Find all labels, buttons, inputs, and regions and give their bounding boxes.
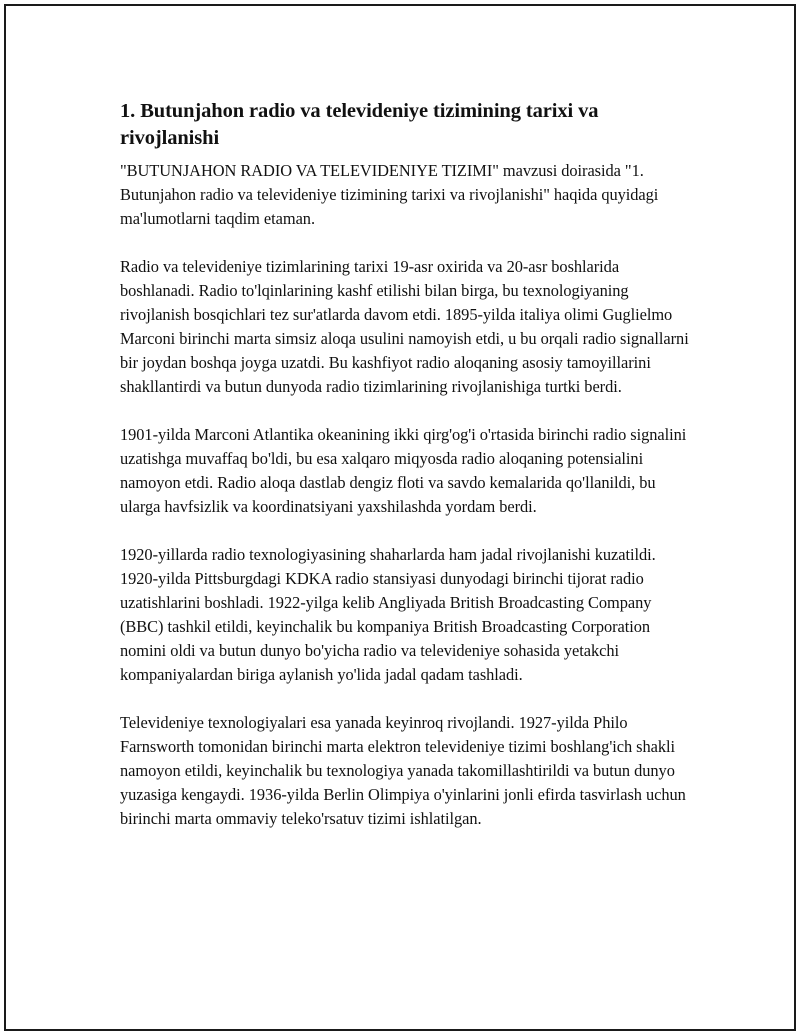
page-frame	[4, 4, 796, 1031]
document-heading: 1. Butunjahon radio va televideniye tizimining tarixi va rivojlanishi	[120, 100, 599, 149]
document-body	[120, 98, 695, 855]
paragraph-marconi-atlantic: 1901-yilda Marconi Atlantika okeanining ikki qirg'og'i o'rtasida birinchi radio signalini uzatishga muvaffaq bo'ldi, bu esa xalqaro miqyosda radio aloqaning potensialini namoyon etdi. Radio aloqa dastlab dengiz floti va savdo kemalarida qo'llanildi, bu ularga havfsizlik va koordinatsiyani yaxshilashda yordam berdi.	[120, 425, 687, 516]
paragraph-1920s-radio: 1920-yillarda radio texnologiyasining shaharlarda ham jadal rivojlanishi kuzatildi. 1920-yilda Pittsburgdagi KDKA radio stansiyasi dunyodagi birinchi tijorat radio uzatishlarini boshladi. 1922-yilga kelib Angliyada British Broadcasting Company (BBC) tashkil etildi, keyinchalik bu kompaniya British Broadcasting Corporation nomini oldi va butun dunyo bo'yicha radio va televideniye sohasida yetakchi kompaniyalardan biriga aylanish yo'lida jadal qadam tashladi.	[120, 545, 656, 684]
paragraph-intro: "BUTUNJAHON RADIO VA TELEVIDENIYE TIZIMI" mavzusi doirasida "1. Butunjahon radio va televideniye tizimining tarixi va rivojlanishi" haqida quyidagi ma'lumotlarni taqdim etaman.	[120, 161, 659, 228]
paragraph-radio-history: Radio va televideniye tizimlarining tarixi 19-asr oxirida va 20-asr boshlarida boshlanadi. Radio to'lqinlarining kashf etilishi bilan birga, bu texnologiyaning rivojlanish bosqichlari tez sur'atlarda davom etdi. 1895-yilda italiya olimi Guglielmo Marconi birinchi marta simsiz aloqa usulini namoyish etdi, u bu orqali radio signallarni bir joydan boshqa joyga uzatdi. Bu kashfiyot radio aloqaning asosiy tamoyillarini shakllantirdi va butun dunyoda radio tizimlarining rivojlanishiga turtki berdi.	[120, 257, 689, 396]
paragraph-television: Televideniye texnologiyalari esa yanada keyinroq rivojlandi. 1927-yilda Philo Farnsworth tomonidan birinchi marta elektron televideniye tizimi boshlang'ich shakli namoyon etildi, keyinchalik bu texnologiya yanada takomillashtirildi va butun dunyo yuzasiga kengaydi. 1936-yilda Berlin Olimpiya o'yinlarini jonli efirda tasvirlash uchun birinchi marta ommaviy teleko'rsatuv tizimi ishlatilgan.	[120, 713, 686, 828]
